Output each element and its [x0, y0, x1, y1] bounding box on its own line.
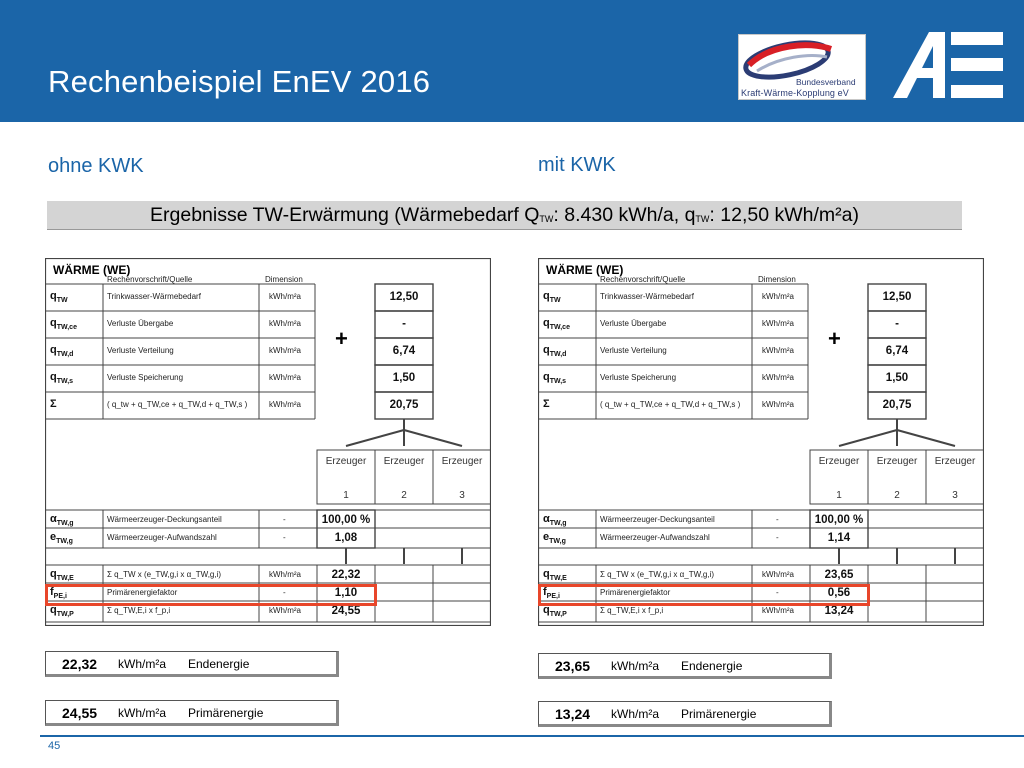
summary-value: 23,65 [555, 658, 591, 674]
row-symbol: $q_{TW,ce}$ [50, 317, 77, 332]
row-unit: kWh/m²a [762, 400, 794, 409]
gen-row-description: Wärmeerzeuger-Deckungsanteil [107, 515, 222, 524]
row-description: Trinkwasser-Wärmebedarf [107, 292, 201, 301]
row-unit: kWh/m²a [269, 319, 301, 328]
gen-row-symbol: $e_{TW,g}$ [543, 531, 566, 546]
final-row-value: 22,32 [331, 569, 361, 581]
col-header-dimension: Dimension [758, 275, 796, 284]
generator-label: Erzeuger [818, 456, 860, 467]
final-row-unit: kWh/m²a [269, 606, 301, 615]
final-row-value: 13,24 [824, 605, 854, 617]
row-description: ( q_tw + q_TW,ce + q_TW,d + q_TW,s ) [600, 400, 741, 409]
gen-row-description: Wärmeerzeuger-Aufwandszahl [107, 533, 217, 542]
row-symbol: Σ [50, 398, 57, 410]
result-bar [47, 199, 962, 230]
gen-row-unit: - [776, 533, 779, 542]
gen-row-value: 1,14 [827, 532, 851, 544]
primary-energy-factor-highlight [538, 584, 870, 606]
final-row-value: 1,10 [334, 587, 358, 599]
generator-number: 2 [894, 490, 900, 501]
summary-unit: kWh/m²a [118, 706, 166, 720]
row-symbol: $q_{TW,s}$ [50, 371, 74, 386]
row-value: - [895, 318, 899, 330]
generator-number: 2 [401, 490, 407, 501]
table-heading: WÄRME (WE) [546, 263, 624, 277]
row-symbol: $q_{TW,s}$ [543, 371, 567, 386]
row-unit: kWh/m²a [762, 346, 794, 355]
generator-number: 1 [343, 490, 349, 501]
final-row-unit: - [776, 588, 779, 597]
ae-logo [893, 30, 1005, 100]
table-heading: WÄRME (WE) [53, 263, 131, 277]
page-number: 45 [48, 740, 61, 752]
row-symbol: $q_{TW}$ [50, 290, 68, 305]
row-value: - [402, 318, 406, 330]
final-row-unit: kWh/m²a [269, 570, 301, 579]
row-unit: kWh/m²a [762, 292, 794, 301]
row-symbol: $q_{TW}$ [543, 290, 561, 305]
row-unit: kWh/m²a [762, 373, 794, 382]
final-row-description: Σ q_TW x (e_TW,g,i x α_TW,g,i) [107, 570, 222, 579]
row-value: 20,75 [389, 399, 419, 411]
row-description: Verluste Speicherung [600, 373, 677, 382]
generator-label: Erzeuger [934, 456, 976, 467]
summary-endenergie-mit [538, 653, 832, 679]
summary-unit: kWh/m²a [118, 657, 166, 671]
generator-label: Erzeuger [325, 456, 367, 467]
final-row-description: Σ q_TW x (e_TW,g,i x α_TW,g,i) [600, 570, 715, 579]
generator-number: 3 [459, 490, 465, 501]
row-description: ( q_tw + q_TW,ce + q_TW,d + q_TW,s ) [107, 400, 248, 409]
gen-row-symbol: $\alpha_{TW,g}$ [50, 513, 74, 528]
final-row-symbol: $q_{TW,E}$ [50, 568, 74, 583]
slide-title: Rechenbeispiel EnEV 2016 [48, 64, 431, 99]
gen-row-value: 1,08 [334, 532, 358, 544]
summary-label: Endenergie [188, 657, 250, 671]
summary-value: 24,55 [62, 705, 98, 721]
row-value: 6,74 [885, 345, 909, 357]
summary-value: 22,32 [62, 656, 98, 672]
row-unit: kWh/m²a [269, 373, 301, 382]
bkwk-logo-line1: Bundesverband [796, 77, 856, 87]
footer-divider [40, 735, 1024, 737]
header-bar [0, 0, 1024, 122]
row-symbol: Σ [543, 398, 550, 410]
bkwk-logo [738, 34, 866, 100]
row-value: 1,50 [885, 372, 909, 384]
summary-endenergie-ohne [45, 651, 339, 677]
heading-ohne-kwk: ohne KWK [48, 155, 144, 177]
gen-row-unit: - [283, 533, 286, 542]
summary-value: 13,24 [555, 706, 591, 722]
col-header-dimension: Dimension [265, 275, 303, 284]
final-row-symbol: $f_{PE,i}$ [50, 586, 67, 601]
row-value: 1,50 [392, 372, 416, 384]
row-value: 6,74 [392, 345, 416, 357]
gen-row-symbol: $e_{TW,g}$ [50, 531, 73, 546]
gen-row-symbol: $\alpha_{TW,g}$ [543, 513, 567, 528]
summary-primaerenergie-ohne [45, 700, 339, 726]
generator-label: Erzeuger [383, 456, 425, 467]
generator-label: Erzeuger [876, 456, 918, 467]
final-row-value: 0,56 [827, 587, 851, 599]
final-row-value: 24,55 [331, 605, 361, 617]
generator-label: Erzeuger [441, 456, 483, 467]
row-description: Trinkwasser-Wärmebedarf [600, 292, 694, 301]
summary-label: Endenergie [681, 659, 743, 673]
row-value: 12,50 [389, 291, 419, 303]
summary-unit: kWh/m²a [611, 707, 659, 721]
row-value: 12,50 [882, 291, 912, 303]
calc-table-mit-kwk [538, 258, 984, 626]
gen-row-value: 100,00 % [814, 514, 864, 526]
final-row-unit: kWh/m²a [762, 606, 794, 615]
final-row-symbol: $q_{TW,E}$ [543, 568, 567, 583]
row-symbol: $q_{TW,ce}$ [543, 317, 570, 332]
final-row-unit: - [283, 588, 286, 597]
row-description: Verluste Verteilung [107, 346, 174, 355]
final-row-unit: kWh/m²a [762, 570, 794, 579]
row-description: Verluste Übergabe [107, 319, 174, 328]
final-row-symbol: $q_{TW,P}$ [50, 604, 74, 619]
calc-table-ohne-kwk [45, 258, 491, 626]
final-row-description: Primärenergiefaktor [600, 588, 671, 597]
generator-number: 1 [836, 490, 842, 501]
final-row-description: Primärenergiefaktor [107, 588, 178, 597]
gen-row-unit: - [776, 515, 779, 524]
row-unit: kWh/m²a [269, 346, 301, 355]
final-row-description: Σ q_TW,E,i x f_p,i [600, 606, 664, 615]
col-header-source: Rechenvorschrift/Quelle [107, 275, 193, 284]
row-unit: kWh/m²a [762, 319, 794, 328]
summary-label: Primärenergie [188, 706, 264, 720]
gen-row-unit: - [283, 515, 286, 524]
row-unit: kWh/m²a [269, 400, 301, 409]
plus-sign: + [335, 326, 348, 351]
final-row-symbol: $f_{PE,i}$ [543, 586, 560, 601]
final-row-value: 23,65 [824, 569, 854, 581]
row-unit: kWh/m²a [269, 292, 301, 301]
row-description: Verluste Verteilung [600, 346, 667, 355]
heading-mit-kwk: mit KWK [538, 154, 616, 176]
gen-row-description: Wärmeerzeuger-Deckungsanteil [600, 515, 715, 524]
plus-sign: + [828, 326, 841, 351]
summary-primaerenergie-mit [538, 701, 832, 727]
result-sub-1: TW [539, 214, 554, 224]
row-symbol: $q_{TW,d}$ [543, 344, 567, 359]
row-symbol: $q_{TW,d}$ [50, 344, 74, 359]
bkwk-logo-line2: Kraft-Wärme-Kopplung eV [741, 88, 849, 98]
final-row-symbol: $q_{TW,P}$ [543, 604, 567, 619]
result-sub-2: TW [695, 214, 710, 224]
col-header-source: Rechenvorschrift/Quelle [600, 275, 686, 284]
result-text-prefix: Ergebnisse TW-Erwärmung (Wärmebedarf Q [150, 204, 540, 226]
generator-number: 3 [952, 490, 958, 501]
summary-label: Primärenergie [681, 707, 757, 721]
row-value: 20,75 [882, 399, 912, 411]
row-description: Verluste Speicherung [107, 373, 184, 382]
row-description: Verluste Übergabe [600, 319, 667, 328]
primary-energy-factor-highlight [45, 584, 377, 606]
summary-unit: kWh/m²a [611, 659, 659, 673]
gen-row-description: Wärmeerzeuger-Aufwandszahl [600, 533, 710, 542]
result-text-suffix: : 12,50 kWh/m²a) [709, 204, 859, 226]
gen-row-value: 100,00 % [321, 514, 371, 526]
result-text-mid: : 8.430 kWh/a, q [553, 204, 696, 226]
final-row-description: Σ q_TW,E,i x f_p,i [107, 606, 171, 615]
